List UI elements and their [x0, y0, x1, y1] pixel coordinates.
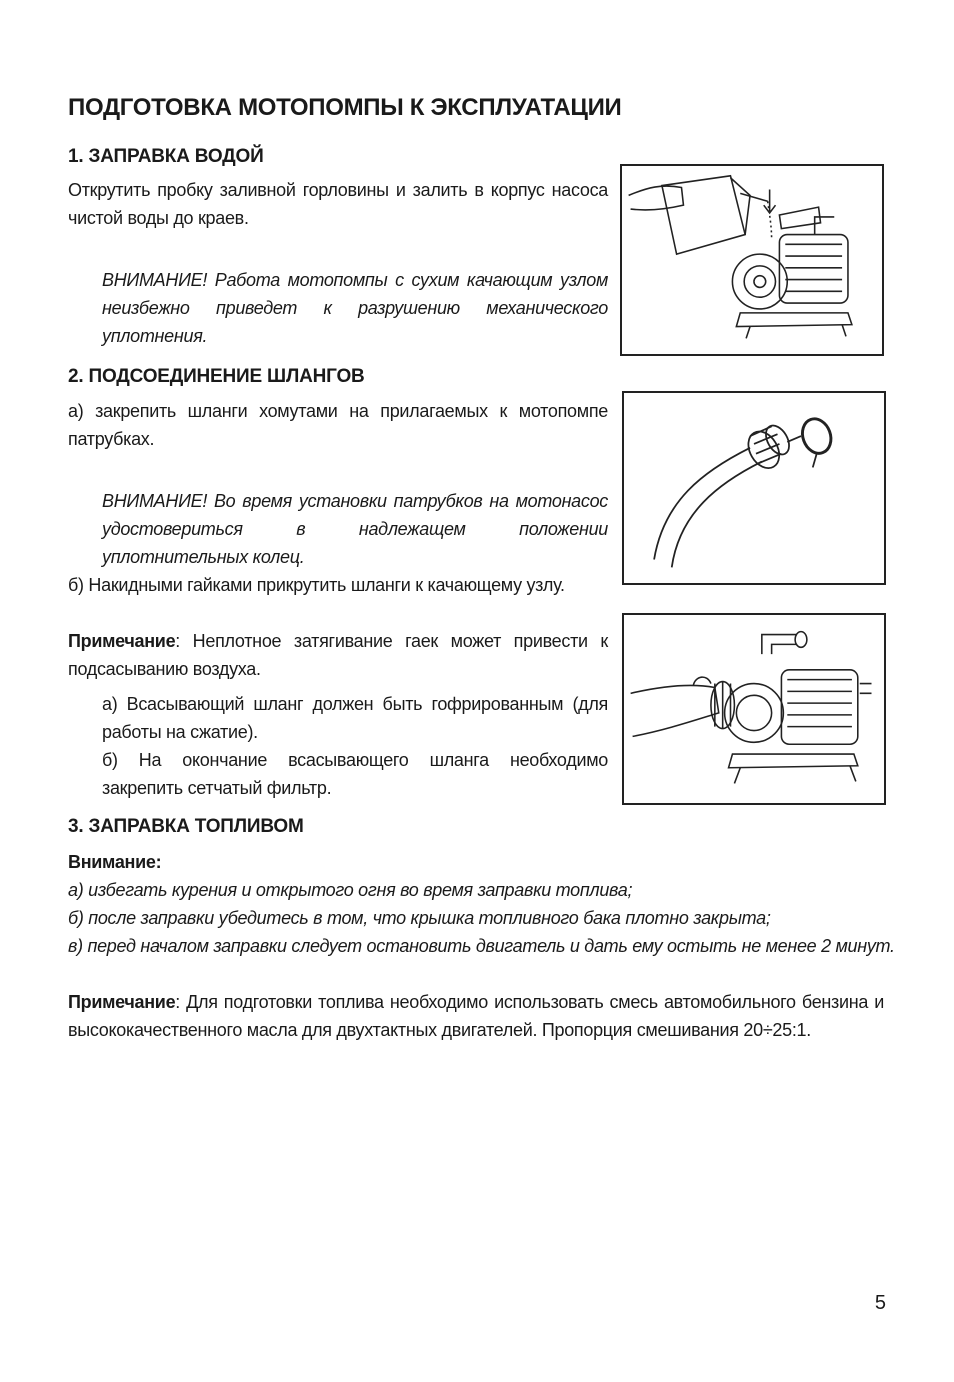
section-3-item-a: а) избегать курения и открытого огня во время заправки топлива; [68, 880, 633, 900]
section-2-item-b: б) Накидными гайками прикрутить шланги к качающему узлу. [68, 575, 565, 595]
section-1-heading: 1. ЗАПРАВКА ВОДОЙ [68, 146, 264, 167]
section-3-heading: 3. ЗАПРАВКА ТОПЛИВОМ [68, 816, 304, 837]
figure-water-filling [620, 164, 884, 356]
page-number: 5 [874, 1292, 886, 1314]
section-3-attention: Внимание: [68, 852, 162, 872]
note-text: : Неплотное затягивание гаек может привести к подсасыванию воздуха. [68, 631, 608, 679]
section-3-note [68, 988, 884, 1044]
section-2-note [68, 627, 608, 683]
section-2-item-a: а) закрепить шланги хомутами на прилагаемых к мотопомпе патрубках. [68, 401, 608, 449]
section-3-item-c: в) перед началом заправки следует остановить двигатель и дать ему остыть не менее 2 минут. [68, 936, 895, 956]
page-title: ПОДГОТОВКА МОТОПОМПЫ К ЭКСПЛУАТАЦИИ [68, 94, 622, 121]
section-1-warning: ВНИМАНИЕ! Работа мотопомпы с сухим качающим узлом неизбежно приведет к разрушению механического уплотнения. [102, 270, 608, 346]
section-3-item-b: б) после заправки убедитесь в том, что крышка топливного бака плотно закрыта; [68, 908, 771, 928]
section-2-sub-a: а) Всасывающий шланг должен быть гофрированным (для работы на сжатие). [102, 694, 608, 742]
note-text: : Для подготовки топлива необходимо использовать смесь автомобильного бензина и высококачественного масла для двухтактных двигателей. Пропорция смешивания 20÷25:1. [68, 992, 884, 1040]
section-2-warning: ВНИМАНИЕ! Во время установки патрубков на мотонасос удостовериться в надлежащем положении уплотнительных колец. [102, 491, 608, 567]
section-2-sub-b: б) На окончание всасывающего шланга необходимо закрепить сетчатый фильтр. [102, 750, 608, 798]
pump-filling-illustration [622, 166, 882, 354]
figure-hose-connection [622, 391, 886, 585]
section-2-heading: 2. ПОДСОЕДИНЕНИЕ ШЛАНГОВ [68, 366, 365, 387]
note-label: Примечание [68, 992, 176, 1012]
section-1-text: Открутить пробку заливной горловины и залить в корпус насоса чистой воды до краев. [68, 180, 608, 228]
pump-hose-filter-illustration [624, 615, 884, 803]
note-label: Примечание [68, 631, 176, 651]
figure-suction-hose [622, 613, 886, 805]
hose-nut-illustration [624, 393, 884, 583]
